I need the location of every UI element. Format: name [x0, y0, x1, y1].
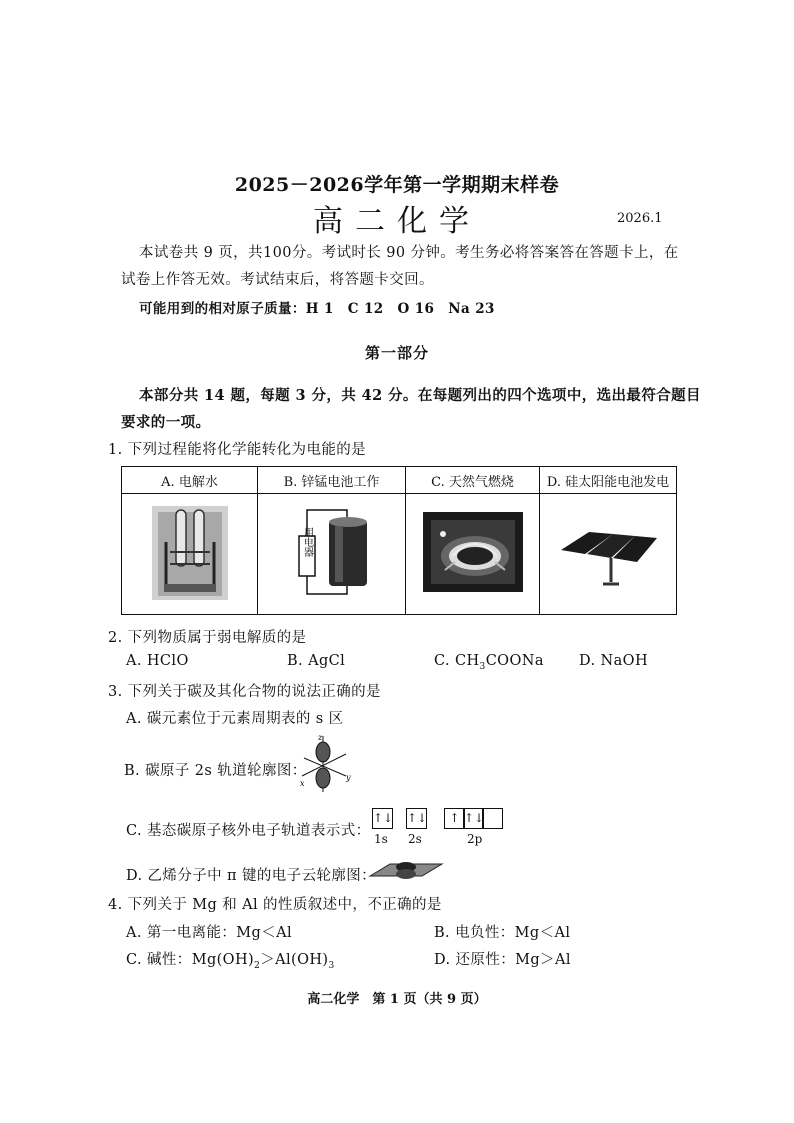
- q1-option-a-image: [122, 494, 258, 615]
- q1-option-c-label: C. 天然气燃烧: [406, 467, 540, 494]
- axis-z-label: z: [318, 733, 323, 742]
- subject-title: 高二化学: [313, 204, 481, 239]
- q1-option-d-image: [540, 494, 677, 615]
- intro-line-1: 本试卷共 9 页，共100分。考试时长 90 分钟。考生务必将答案答在答题卡上，在: [139, 245, 679, 261]
- q2-option-d: D. NaOH: [579, 653, 648, 669]
- q3-option-d: D. 乙烯分子中 π 键的电子云轮廓图：: [126, 868, 377, 884]
- q1-option-b-image: [258, 494, 406, 615]
- q2-option-a: A. HClO: [126, 653, 189, 669]
- axis-x-label: x: [300, 779, 305, 788]
- q4-option-c: C. 碱性：$Mg(OH)_2>Al(OH)_3$: [126, 952, 335, 971]
- q4-option-d: D. 还原性：Mg＞Al: [434, 952, 571, 968]
- q3-option-c: C. 基态碳原子核外电子轨道表示式：: [126, 823, 371, 839]
- pi-bond-cloud-diagram: [368, 858, 444, 884]
- q4-option-a: A. 第一电离能：Mg＜Al: [126, 925, 293, 941]
- intro-line-2: 试卷上作答无效。考试结束后，将答题卡交回。: [121, 272, 434, 288]
- q1-option-c-image: [406, 494, 540, 615]
- axis-y-label: y: [346, 773, 351, 782]
- q1-option-d-label: D. 硅太阳能电池发电: [540, 467, 677, 494]
- page-footer: 高二化学 第 1 页（共 9 页）: [307, 992, 487, 1007]
- orbital-2p-box-2: ↑↓: [463, 808, 484, 829]
- q2-stem: 2. 下列物质属于弱电解质的是: [108, 630, 307, 646]
- gas-stove-flame-image: [423, 512, 523, 592]
- section-title: 第一部分: [364, 344, 429, 362]
- q1-stem: 1. 下列过程能将化学能转化为电能的是: [108, 442, 367, 458]
- section-desc-1: 本部分共 14 题，每题 3 分，共 42 分。在每题列出的四个选项中，选出最符合题目: [139, 387, 701, 404]
- orbital-2p-box-1: ↑: [444, 808, 465, 829]
- q2-option-c: C. $CH_3COONa$: [434, 653, 544, 672]
- exam-date: 2026.1: [617, 211, 663, 226]
- exam-title: 2025－2026学年第一学期期末样卷: [234, 174, 560, 196]
- solar-panel-image: [553, 512, 663, 592]
- orbital-2p-box-3: [482, 808, 503, 829]
- q1-options-table: [121, 466, 677, 615]
- q3-stem: 3. 下列关于碳及其化合物的说法正确的是: [108, 684, 381, 700]
- section-desc-2: 要求的一项。: [121, 414, 211, 431]
- q2-option-b: B. AgCl: [287, 653, 346, 669]
- orbital-diagram: [372, 808, 512, 852]
- label-2p: 2p: [467, 832, 483, 846]
- q3-option-b: B. 碳原子 2s 轨道轮廓图：: [124, 763, 307, 779]
- q1-option-a-label: A. 电解水: [122, 467, 258, 494]
- label-1s: 1s: [374, 832, 388, 846]
- label-2s: 2s: [408, 832, 422, 846]
- orbital-2s-box: ↑↓: [406, 808, 427, 829]
- q4-option-b: B. 电负性：Mg＜Al: [434, 925, 571, 941]
- zinc-manganese-battery-image: [277, 502, 387, 602]
- electrolysis-apparatus-image: [150, 502, 230, 602]
- q1-option-b-label: B. 锌锰电池工作: [258, 467, 406, 494]
- q3-option-a: A. 碳元素位于元素周期表的 s 区: [126, 711, 344, 727]
- orbital-1s-box: ↑↓: [372, 808, 393, 829]
- q4-stem: 4. 下列关于 Mg 和 Al 的性质叙述中，不正确的是: [108, 897, 442, 913]
- device-label: 用电器: [301, 527, 312, 557]
- atomic-masses: 可能用到的相对原子质量：H 1 C 12 O 16 Na 23: [139, 301, 495, 317]
- s-orbital-diagram: [296, 732, 354, 796]
